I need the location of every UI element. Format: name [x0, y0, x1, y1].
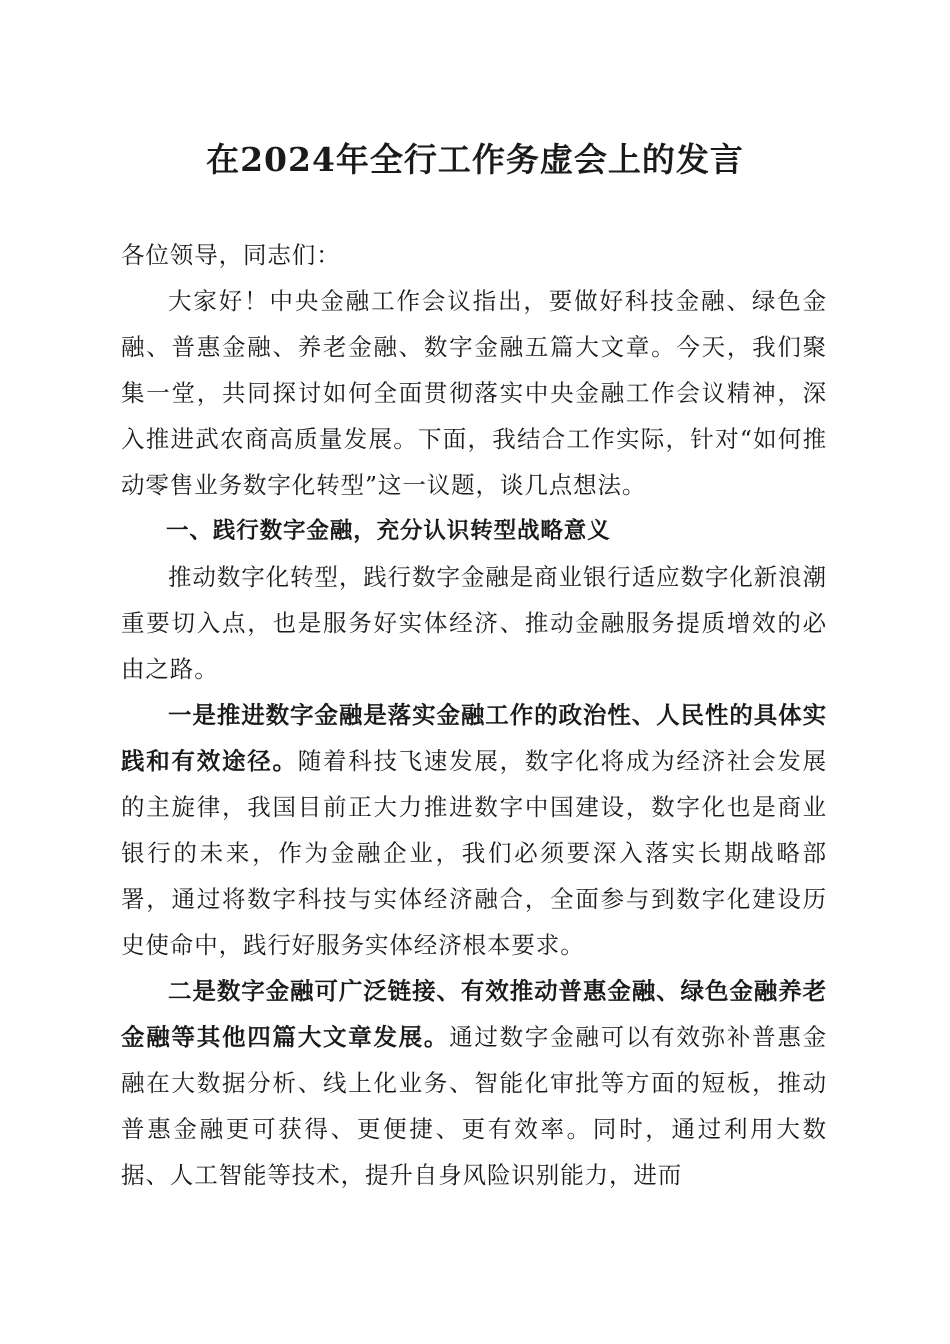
section-heading: 一、践行数字金融，充分认识转型战略意义: [166, 518, 611, 544]
point-paragraph-1: [121, 692, 827, 968]
section-paragraph: 推动数字化转型，践行数字金融是商业银行适应数字化新浪潮重要切入点，也是服务好实体经济、推动金融服务提质增效的必由之路。: [121, 563, 827, 683]
intro-paragraph: 大家好！中央金融工作会议指出，要做好科技金融、绿色金融、普惠金融、养老金融、数字金融五篇大文章。今天，我们聚集一堂，共同探讨如何全面贯彻落实中央金融工作会议精神，深入推进武农商高质量发展。下面，我结合工作实际，针对“如何推动零售业务数字化转型”这一议题，谈几点想法。: [121, 287, 827, 499]
point-paragraph-2: [121, 968, 827, 1198]
point-text-2: 通过数字金融可以有效弥补普惠金融在大数据分析、线上化业务、智能化审批等方面的短板，推动普惠金融更可获得、更便捷、更有效率。同时，通过利用大数据、人工智能等技术，提升自身风险识别能力，进而: [121, 1023, 828, 1189]
point-text-1: 随着科技飞速发展，数字化将成为经济社会发展的主旋律，我国目前正大力推进数字中国建设，数字化也是商业银行的未来，作为金融企业，我们必须要深入落实长期战略部署，通过将数字科技与实体经济融合，全面参与到数字化建设历史使命中，践行好服务实体经济根本要求。: [121, 747, 827, 959]
document-title: 在2024年全行工作务虚会上的发言: [206, 140, 744, 179]
document-body: [121, 232, 827, 1198]
salutation: 各位领导，同志们：: [121, 241, 341, 269]
point-lead-1: 一是推进数字金融是落实金融工作的政治性、人民性的具体实践和有效途径。: [121, 701, 827, 775]
point-lead-2: 二是数字金融可广泛链接、有效推动普惠金融、绿色金融养老金融等其他四篇大文章发展。: [121, 977, 827, 1051]
